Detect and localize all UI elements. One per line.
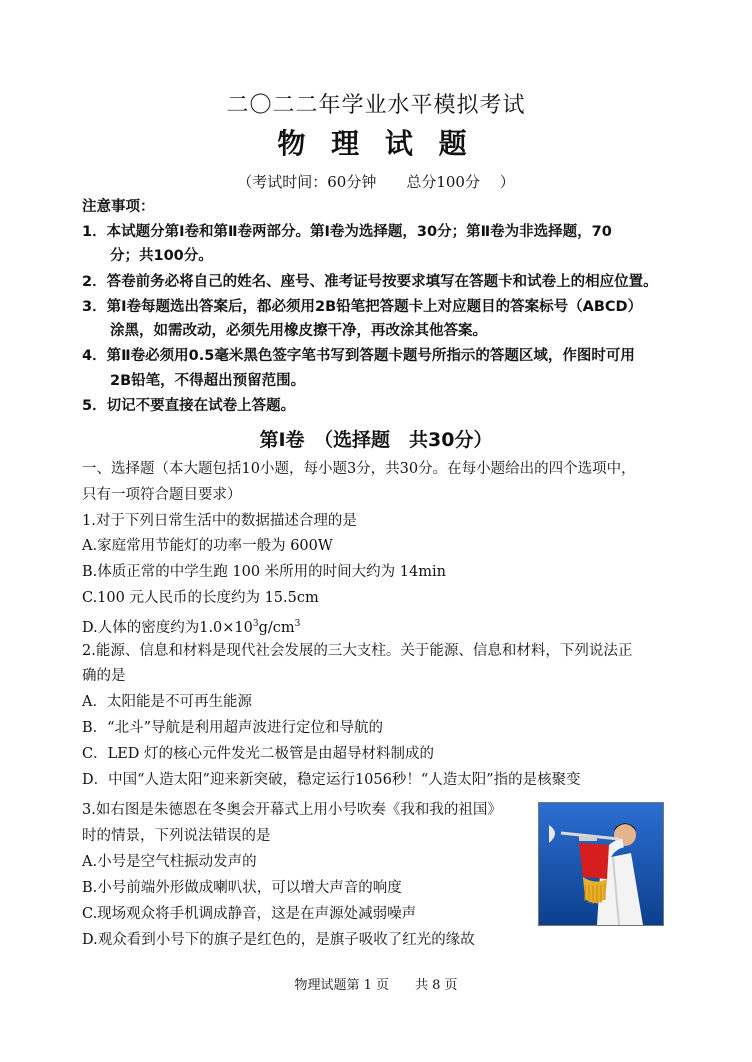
question-2-option-b: B．“北斗”导航是利用超声波进行定位和导航的 — [82, 720, 383, 736]
notes-heading: 注意事项： — [82, 199, 155, 215]
trumpet-player-photo — [538, 802, 664, 926]
question-2-option-a: A．太阳能是不可再生能源 — [82, 694, 252, 710]
exam-title: 二〇二二年学业水平模拟考试 — [226, 93, 526, 118]
question-2-option-c: C．LED 灯的核心元件发光二极管是由超导材料制成的 — [82, 746, 435, 762]
note-line: 涂黑，如需改动，必须先用橡皮擦干净，再改涂其他答案。 — [110, 323, 487, 339]
question-2-stem-cont: 确的是 — [82, 668, 126, 684]
exponent: 3 — [294, 619, 301, 629]
section-heading: 第Ⅰ卷 （选择题 共30分） — [259, 429, 493, 451]
question-3-option-a: A.小号是空气柱振动发声的 — [82, 854, 257, 870]
question-1-stem: 1.对于下列日常生活中的数据描述合理的是 — [82, 513, 357, 529]
question-3-option-b: B.小号前端外形做成喇叭状，可以增大声音的响度 — [82, 880, 402, 896]
note-line: 1．本试题分第Ⅰ卷和第Ⅱ卷两部分。第Ⅰ卷为选择题，30分；第Ⅱ卷为非选择题，70 — [82, 224, 612, 240]
question-3-stem-cont: 时的情景，下列说法错误的是 — [82, 828, 271, 844]
note-line: 3．第Ⅰ卷每题选出答案后，都必须用2B铅笔把答题卡上对应题目的答案标号（ABCD） — [82, 299, 643, 315]
note-line: 2B铅笔，不得超出预留范围。 — [110, 373, 306, 389]
exponent: 3 — [252, 619, 259, 629]
question-1-option-b: B.体质正常的中学生跑 100 米所用的时间大约为 14min — [82, 564, 446, 580]
question-3-stem: 3.如右图是朱德恩在冬奥会开幕式上用小号吹奏《我和我的祖国》 — [82, 802, 502, 818]
page-footer: 物理试题第 1 页 共 8 页 — [294, 978, 458, 993]
note-line: 5．切记不要直接在试卷上答题。 — [82, 398, 296, 414]
question-3-option-d: D.观众看到小号下的旗子是红色的，是旗子吸收了红光的缘故 — [82, 932, 475, 948]
question-2-option-d: D．中国“人造太阳”迎来新突破，稳定运行1056秒！“人造太阳”指的是核聚变 — [82, 772, 581, 788]
subject-title: 物 理 试 题 — [277, 127, 475, 160]
question-3-option-c: C.现场观众将手机调成静音，这是在声源处减弱噪声 — [82, 906, 417, 922]
question-2-stem: 2.能源、信息和材料是现代社会发展的三大支柱。关于能源、信息和材料，下列说法正 — [82, 643, 633, 659]
question-1-option-a: A.家庭常用节能灯的功率一般为 600W — [82, 538, 333, 554]
option-d-text: D.人体的密度约为1.0×10 — [82, 619, 253, 636]
question-1-option-c: C.100 元人民币的长度约为 15.5cm — [82, 590, 319, 606]
exam-meta: （考试时间：60分钟 总分100分 ） — [237, 173, 515, 191]
note-line: 4．第Ⅱ卷必须用0.5毫米黑色签字笔书写到答题卡题号所指示的答题区域，作图时可用 — [82, 348, 635, 364]
question-1-option-d — [82, 613, 300, 639]
instructions-line: 一、选择题（本大题包括10小题，每小题3分，共30分。在每小题给出的四个选项中， — [82, 461, 636, 477]
note-line: 分；共100分。 — [110, 248, 213, 264]
unit-text: g/cm — [258, 619, 295, 636]
instructions-line: 只有一项符合题目要求） — [82, 487, 242, 503]
note-line: 2．答卷前务必将自己的姓名、座号、准考证号按要求填写在答题卡和试卷上的相应位置。 — [82, 274, 658, 290]
trumpet-player-illustration — [539, 803, 663, 925]
